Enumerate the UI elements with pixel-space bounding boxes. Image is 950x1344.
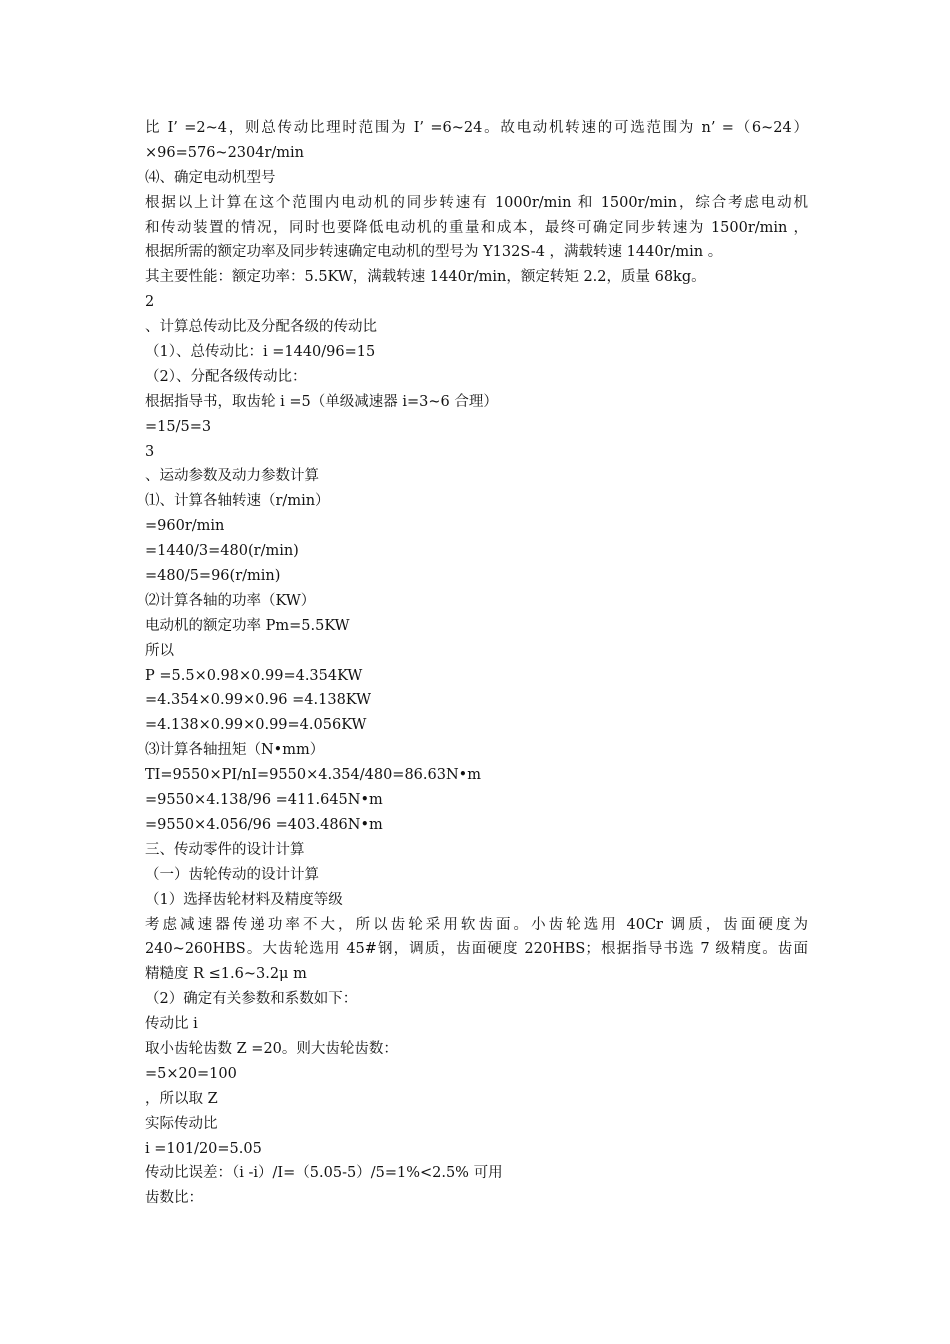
text-line-43: 传动比误差：（i -i）/I=（5.05-5）/5=1%<2.5% 可用 xyxy=(145,1165,503,1182)
text-line-26: ⑶计算各轴扭矩（N•mm） xyxy=(145,742,325,759)
text-line-11: （2）、分配各级传动比： xyxy=(145,368,307,385)
text-line-40: ，所以取 Z xyxy=(145,1090,218,1107)
text-line-38: 取小齿轮齿数 Z =20。则大齿轮齿数： xyxy=(145,1040,398,1057)
text-line-23: P =5.5×0.98×0.99=4.354KW xyxy=(145,667,363,684)
text-line-2: ×96=576~2304r/min xyxy=(145,144,305,161)
text-line-20: ⑵计算各轴的功率（KW） xyxy=(145,592,316,609)
text-line-1: 比 I’ =2~4，则总传动比理时范围为 I’ =6~24。故电动机转速的可选范围为 n’ =（6~24） xyxy=(145,120,808,136)
text-line-31: （一）齿轮传动的设计计算 xyxy=(145,866,319,883)
text-line-36: （2）确定有关参数和系数如下： xyxy=(145,991,358,1008)
text-line-33: 考虑减速器传递功率不大，所以齿轮采用软齿面。小齿轮选用 40Cr 调质，齿面硬度为 xyxy=(145,916,808,933)
text-line-8: 2 xyxy=(145,294,155,311)
text-line-7: 其主要性能：额定功率：5.5KW，满载转速 1440r/min，额定转矩 2.2，质量 68kg。 xyxy=(145,269,706,286)
text-line-4: 根据以上计算在这个范围内电动机的同步转速有 1000r/min 和 1500r/min，综合考虑电动机 xyxy=(145,194,808,211)
text-line-21: 电动机的额定功率 Pm=5.5KW xyxy=(145,617,350,634)
text-line-30: 三、传动零件的设计计算 xyxy=(145,841,305,858)
text-line-25: =4.138×0.99×0.99=4.056KW xyxy=(145,717,367,734)
text-line-22: 所以 xyxy=(145,642,174,659)
text-line-41: 实际传动比 xyxy=(145,1115,218,1132)
text-line-39: =5×20=100 xyxy=(145,1065,237,1082)
text-line-16: ⑴、计算各轴转速（r/min） xyxy=(145,493,330,510)
text-line-15: 、运动参数及动力参数计算 xyxy=(145,468,319,485)
text-line-9: 、计算总传动比及分配各级的传动比 xyxy=(145,319,377,336)
text-line-5: 和传动装置的情况，同时也要降低电动机的重量和成本，最终可确定同步转速为 1500r/min ， xyxy=(145,219,808,236)
text-line-42: i =101/20=5.05 xyxy=(145,1140,262,1157)
text-line-6: 根据所需的额定功率及同步转速确定电动机的型号为 Y132S-4 ，满载转速 1440r/min 。 xyxy=(145,244,723,261)
text-line-37: 传动比 i xyxy=(145,1016,198,1033)
text-line-28: =9550×4.138/96 =411.645N•m xyxy=(145,792,383,809)
text-line-13: =15/5=3 xyxy=(145,418,212,435)
text-line-34: 240~260HBS。大齿轮选用 45#钢，调质，齿面硬度 220HBS；根据指导书选 7 级精度。齿面 xyxy=(145,941,808,958)
document-body xyxy=(145,116,808,1211)
text-line-19: =480/5=96(r/min) xyxy=(145,568,281,585)
text-line-10: （1）、总传动比：i =1440/96=15 xyxy=(145,344,376,361)
text-line-14: 3 xyxy=(145,443,155,460)
text-line-32: （1）选择齿轮材料及精度等级 xyxy=(145,891,343,908)
text-line-3: ⑷、确定电动机型号 xyxy=(145,169,276,186)
text-line-44: 齿数比： xyxy=(145,1190,203,1207)
text-line-29: =9550×4.056/96 =403.486N•m xyxy=(145,816,383,833)
text-line-18: =1440/3=480(r/min) xyxy=(145,543,299,560)
text-line-24: =4.354×0.99×0.96 =4.138KW xyxy=(145,692,372,709)
text-line-12: 根据指导书，取齿轮 i =5（单级减速器 i=3~6 合理） xyxy=(145,393,498,410)
text-line-27: TI=9550×PI/nI=9550×4.354/480=86.63N•m xyxy=(145,767,481,784)
text-line-35: 精糙度 R ≤1.6~3.2μ m xyxy=(145,966,307,983)
text-line-17: =960r/min xyxy=(145,518,225,535)
